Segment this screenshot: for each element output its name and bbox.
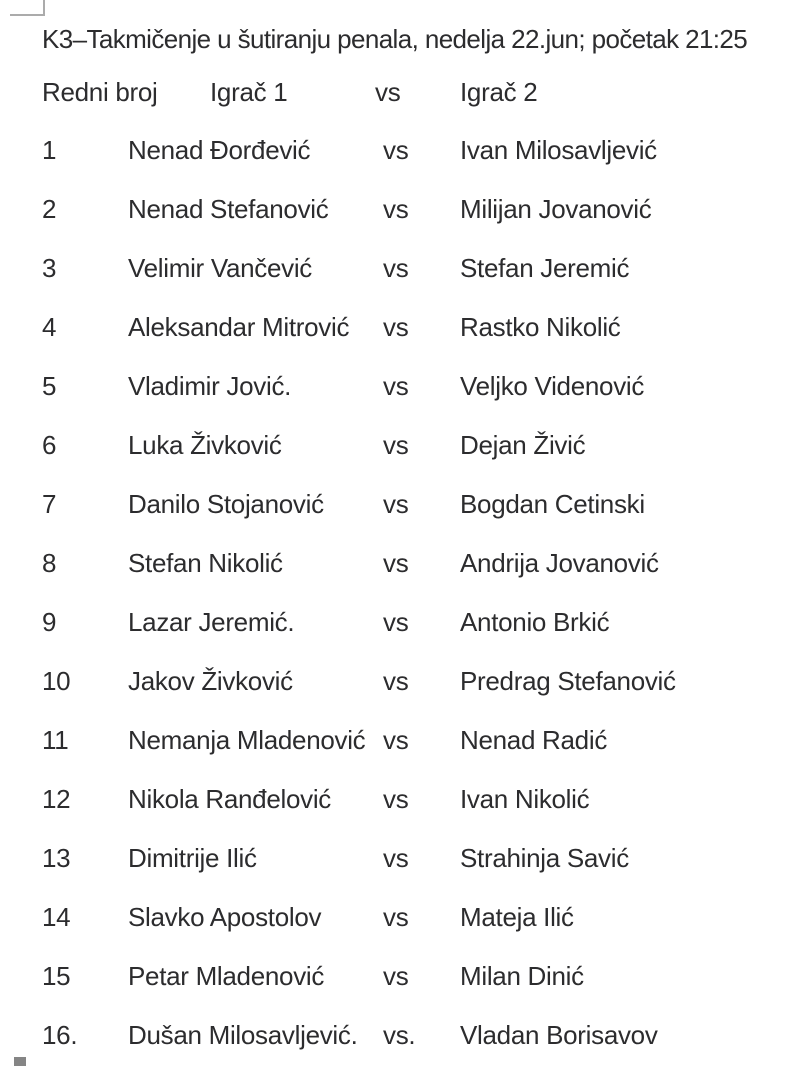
row-vs: vs bbox=[383, 489, 409, 519]
row-number: 1 bbox=[42, 135, 57, 165]
table-row bbox=[0, 180, 800, 239]
row-vs: vs bbox=[383, 961, 409, 991]
header-player2-label: Igrač 2 bbox=[460, 76, 538, 107]
table-row bbox=[0, 829, 800, 888]
row-player1: Nemanja Mladenović bbox=[128, 725, 366, 755]
table-row bbox=[0, 1006, 800, 1065]
row-number: 7 bbox=[42, 489, 57, 519]
page-title: K3–Takmičenje u šutiranju penala, nedelja 22.jun; početak 21:25 bbox=[42, 24, 748, 54]
row-player1: Slavko Apostolov bbox=[128, 902, 322, 932]
row-player2: Antonio Brkić bbox=[460, 607, 610, 637]
row-number: 13 bbox=[42, 843, 71, 873]
row-player1: Stefan Nikolić bbox=[128, 548, 283, 578]
row-vs: vs bbox=[383, 666, 409, 696]
page-corner-mark-bottom-left bbox=[14, 1057, 26, 1066]
row-vs: vs bbox=[383, 312, 409, 342]
table-row bbox=[0, 947, 800, 1006]
row-player2: Stefan Jeremić bbox=[460, 253, 630, 283]
row-player2: Veljko Videnović bbox=[460, 371, 645, 401]
row-number: 16. bbox=[42, 1020, 78, 1050]
row-vs: vs bbox=[383, 784, 409, 814]
row-number: 4 bbox=[42, 312, 57, 342]
table-row bbox=[0, 475, 800, 534]
row-vs: vs bbox=[383, 135, 409, 165]
row-player2: Ivan Milosavljević bbox=[460, 135, 657, 165]
row-player2: Bogdan Cetinski bbox=[460, 489, 645, 519]
row-player2: Strahinja Savić bbox=[460, 843, 629, 873]
row-player2: Ivan Nikolić bbox=[460, 784, 590, 814]
row-vs: vs bbox=[383, 607, 409, 637]
row-vs: vs bbox=[383, 548, 409, 578]
table-row bbox=[0, 357, 800, 416]
row-player1: Nenad Đorđević bbox=[128, 135, 311, 165]
row-player2: Mateja Ilić bbox=[460, 902, 574, 932]
table-row bbox=[0, 298, 800, 357]
row-player2: Predrag Stefanović bbox=[460, 666, 676, 696]
row-player2: Andrija Jovanović bbox=[460, 548, 659, 578]
page-corner-mark-top-left bbox=[10, 0, 45, 16]
row-player2: Dejan Živić bbox=[460, 430, 586, 460]
row-vs: vs bbox=[383, 843, 409, 873]
row-player1: Velimir Vančević bbox=[128, 253, 313, 283]
row-number: 14 bbox=[42, 902, 71, 932]
table-row bbox=[0, 711, 800, 770]
row-number: 10 bbox=[42, 666, 71, 696]
row-player1: Danilo Stojanović bbox=[128, 489, 324, 519]
row-number: 12 bbox=[42, 784, 71, 814]
row-player1: Nenad Stefanović bbox=[128, 194, 329, 224]
row-vs: vs bbox=[383, 253, 409, 283]
table-row bbox=[0, 593, 800, 652]
table-row bbox=[0, 652, 800, 711]
row-player1: Jakov Živković bbox=[128, 666, 293, 696]
table-row bbox=[0, 534, 800, 593]
row-number: 11 bbox=[42, 725, 69, 755]
row-player2: Nenad Radić bbox=[460, 725, 608, 755]
table-row bbox=[0, 416, 800, 475]
table-row bbox=[0, 121, 800, 180]
row-player1: Dušan Milosavljević. bbox=[128, 1020, 358, 1050]
row-vs: vs bbox=[383, 194, 409, 224]
row-player2: Milijan Jovanović bbox=[460, 194, 652, 224]
row-vs: vs bbox=[383, 725, 409, 755]
row-player1: Nikola Ranđelović bbox=[128, 784, 332, 814]
row-number: 9 bbox=[42, 607, 57, 637]
table-header bbox=[0, 76, 800, 108]
row-number: 2 bbox=[42, 194, 57, 224]
header-vs-label: vs bbox=[375, 76, 401, 107]
row-player2: Rastko Nikolić bbox=[460, 312, 621, 342]
row-vs: vs bbox=[383, 430, 409, 460]
row-vs: vs. bbox=[383, 1020, 416, 1050]
table-row bbox=[0, 770, 800, 829]
table-row bbox=[0, 888, 800, 947]
row-player1: Aleksandar Mitrović bbox=[128, 312, 350, 342]
row-number: 8 bbox=[42, 548, 57, 578]
row-number: 6 bbox=[42, 430, 57, 460]
row-vs: vs bbox=[383, 371, 409, 401]
row-player1: Dimitrije Ilić bbox=[128, 843, 257, 873]
row-number: 3 bbox=[42, 253, 57, 283]
row-player1: Luka Živković bbox=[128, 430, 282, 460]
row-player1: Petar Mladenović bbox=[128, 961, 325, 991]
row-player2: Milan Dinić bbox=[460, 961, 584, 991]
row-vs: vs bbox=[383, 902, 409, 932]
row-player2: Vladan Borisavov bbox=[460, 1020, 658, 1050]
header-player1-label: Igrač 1 bbox=[210, 76, 288, 107]
row-player1: Lazar Jeremić. bbox=[128, 607, 295, 637]
row-player1: Vladimir Jović. bbox=[128, 371, 292, 401]
row-number: 5 bbox=[42, 371, 57, 401]
row-number: 15 bbox=[42, 961, 71, 991]
match-list bbox=[0, 121, 800, 1065]
table-row bbox=[0, 239, 800, 298]
header-number-label: Redni broj bbox=[42, 76, 158, 107]
